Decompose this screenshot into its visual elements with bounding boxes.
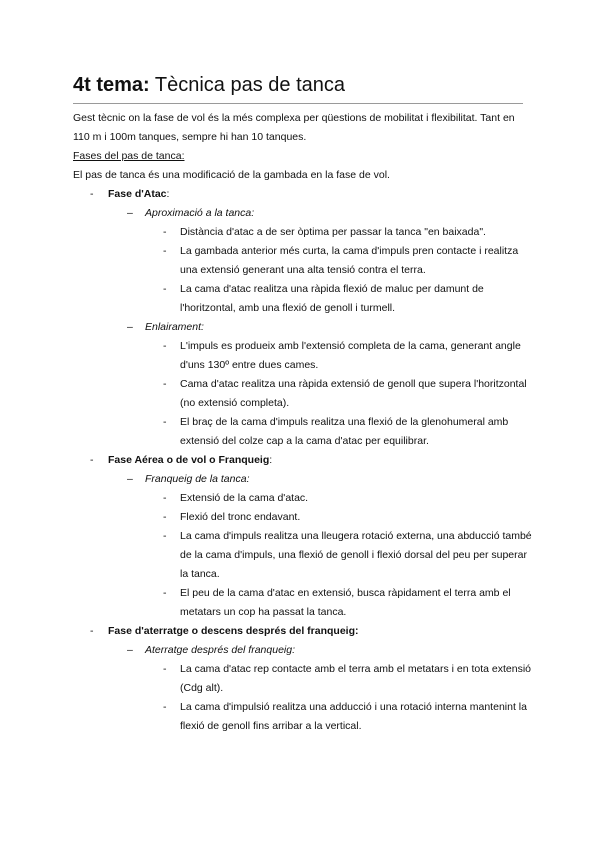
phase-item (73, 185, 533, 204)
document-body (73, 109, 533, 736)
detail-item (73, 584, 533, 622)
phase-list (73, 185, 533, 736)
detail-text: Cama d'atac realitza una ràpida extensió de genoll que supera l'horitzontal (no extensió completa). (180, 378, 527, 409)
bullet-dash: - (90, 625, 94, 637)
bullet-dash: - (163, 511, 167, 523)
bullet-dash: - (163, 587, 167, 599)
phase-suffix: : (269, 454, 273, 466)
bullet-dash: – (127, 473, 133, 485)
subphase-item (73, 204, 533, 223)
bullet-dash: - (163, 492, 167, 504)
phase-title (108, 454, 272, 466)
detail-item (73, 489, 533, 508)
section-heading: Fases del pas de tanca: (73, 150, 185, 162)
bullet-dash: - (163, 226, 167, 238)
detail-item (73, 698, 533, 736)
title-text: Tècnica pas de tanca (149, 74, 346, 96)
detail-text: La cama d'atac rep contacte amb el terra amb el metatars i en tota extensió (Cdg alt). (180, 663, 532, 694)
subphase-item (73, 318, 533, 337)
phase-name: Fase Aérea o de vol o Franqueig (108, 454, 270, 466)
bullet-dash: - (163, 283, 167, 295)
detail-text: El peu de la cama d'atac en extensió, busca ràpidament el terra amb el metatars un cop ha passat la tanca. (180, 587, 511, 618)
subphase-title: Aterratge després del franqueig: (145, 644, 296, 656)
page-title (73, 70, 345, 100)
phase-suffix: : (166, 188, 170, 200)
bullet-dash: - (163, 701, 167, 713)
detail-text: La cama d'impuls realitza una lleugera rotació externa, una abducció també de la cama d'impuls, una flexió de genoll i flexió dorsal del peu per superar la tanca. (180, 530, 532, 580)
subphase-title: Franqueig de la tanca: (145, 473, 250, 485)
detail-item (73, 375, 533, 413)
bullet-dash: – (127, 207, 133, 219)
bullet-dash: - (163, 663, 167, 675)
subphase-title: Enlairament: (145, 321, 204, 333)
detail-item (73, 242, 533, 280)
bullet-dash: - (163, 245, 167, 257)
phase-item (73, 622, 533, 641)
phase-name: Fase d'Atac (108, 188, 167, 200)
bullet-dash: - (163, 416, 167, 428)
detail-item (73, 660, 533, 698)
bullet-dash: - (163, 378, 167, 390)
detail-item (73, 280, 533, 318)
detail-item (73, 223, 533, 242)
detail-text: Distància d'atac a de ser òptima per passar la tanca "en baixada". (180, 226, 486, 238)
subphase-title: Aproximació a la tanca: (145, 207, 255, 219)
detail-item (73, 508, 533, 527)
bullet-dash: - (90, 454, 94, 466)
detail-item (73, 413, 533, 451)
detail-text: Flexió del tronc endavant. (180, 511, 301, 523)
detail-text: La gambada anterior més curta, la cama d'impuls pren contacte i realitza una extensió generant una alta tensió contra el terra. (180, 245, 519, 276)
subphase-item (73, 470, 533, 489)
bullet-dash: – (127, 644, 133, 656)
phase-title (108, 188, 169, 200)
title-number: 4t tema: (73, 74, 150, 96)
bullet-dash: - (90, 188, 94, 200)
title-divider (73, 103, 523, 104)
bullet-dash: - (163, 340, 167, 352)
detail-text: La cama d'atac realitza una ràpida flexió de maluc per damunt de l'horitzontal, amb una flexió de genoll i turmell. (180, 283, 484, 314)
intro-paragraph: Gest tècnic on la fase de vol és la més complexa per qüestions de mobilitat i flexibilitat. Tant en 110 m i 100m tanques, sempre hi han 10 tanques. (73, 112, 515, 143)
detail-item (73, 337, 533, 375)
detail-text: L'impuls es produeix amb l'extensió completa de la cama, generant angle d'uns 130º entre dues cames. (180, 340, 521, 371)
phase-item (73, 451, 533, 470)
detail-text: La cama d'impulsió realitza una adducció i una rotació interna mantenint la flexió de genoll fins arribar a la vertical. (180, 701, 527, 732)
bullet-dash: – (127, 321, 133, 333)
subphase-item (73, 641, 533, 660)
bullet-dash: - (163, 530, 167, 542)
detail-text: Extensió de la cama d'atac. (180, 492, 309, 504)
detail-text: El braç de la cama d'impuls realitza una flexió de la glenohumeral amb extensió del colze cap a la cama d'atac per equilibrar. (180, 416, 509, 447)
detail-item (73, 527, 533, 584)
phase-title (108, 625, 359, 637)
section-intro: El pas de tanca és una modificació de la gambada en la fase de vol. (73, 169, 390, 181)
phase-name: Fase d'aterratge o descens després del franqueig: (108, 625, 359, 637)
